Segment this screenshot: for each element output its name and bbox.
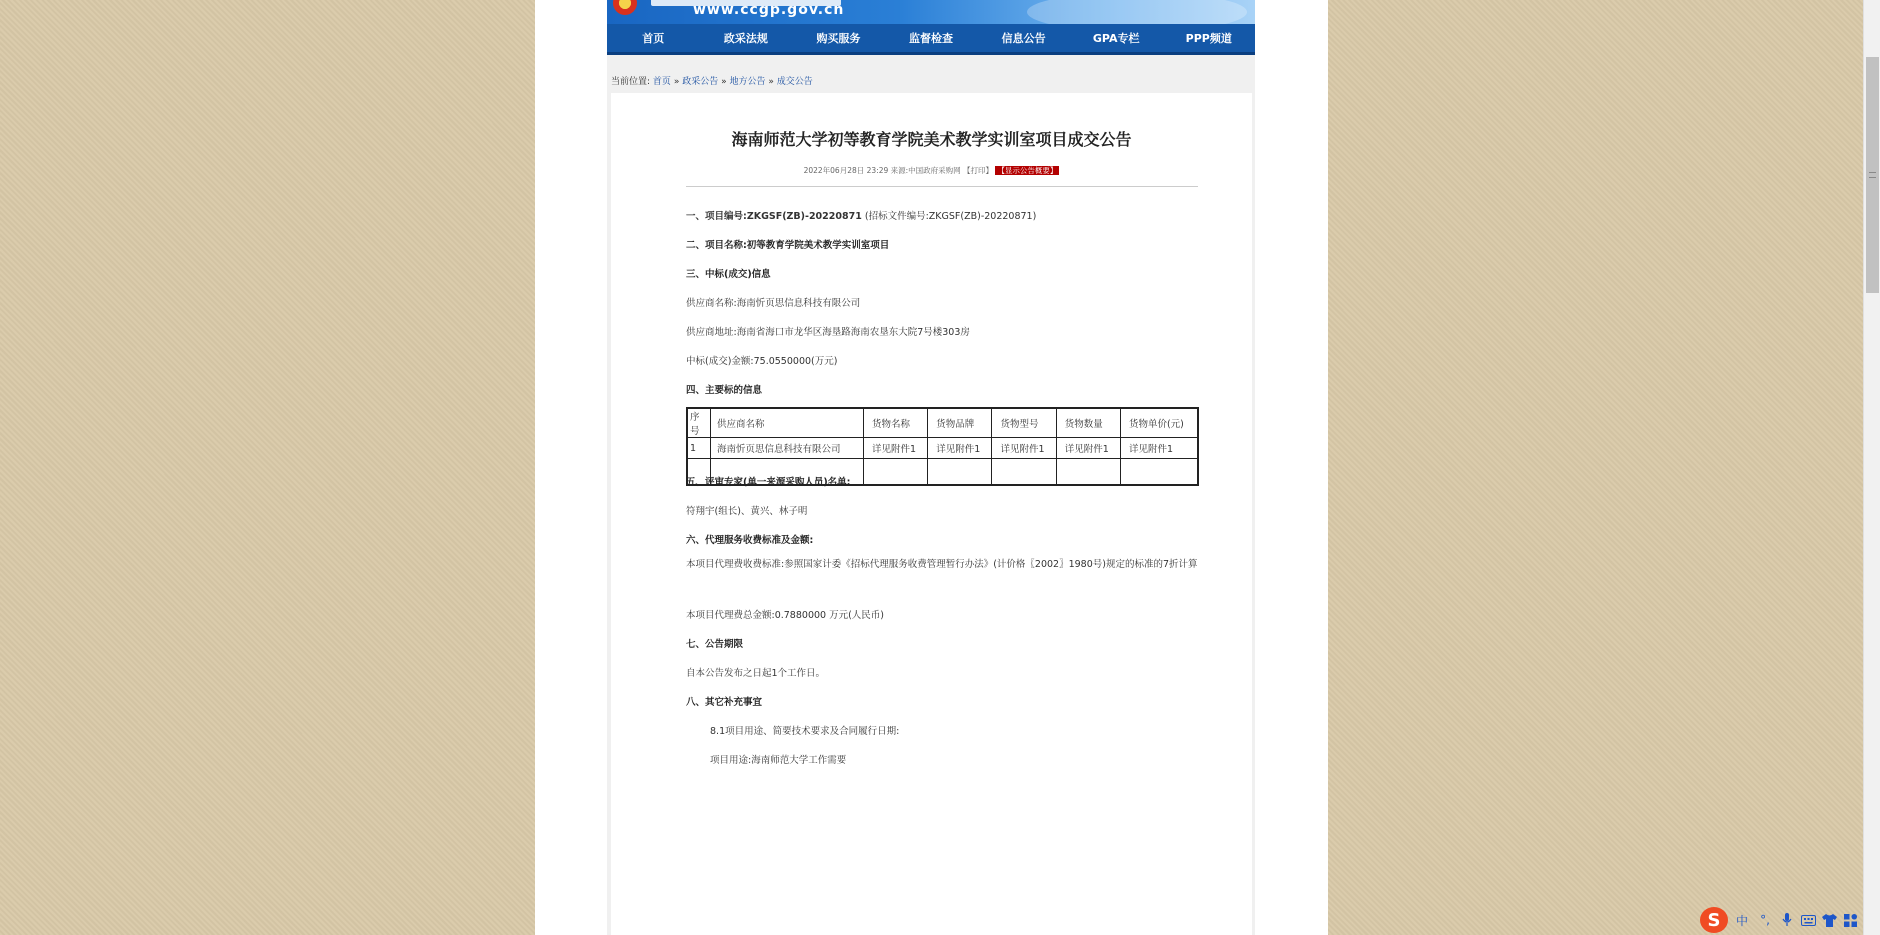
- section-experts: 五、评审专家(单一来源采购人员)名单:: [686, 477, 851, 488]
- nav-purchase-services[interactable]: 购买服务: [816, 32, 861, 45]
- vertical-scrollbar[interactable]: [1863, 0, 1880, 935]
- publish-date: 2022年06月28日 23:29: [803, 166, 889, 175]
- project-number: [686, 208, 1036, 222]
- section-main-items: 四、主要标的信息: [686, 385, 763, 396]
- banner-map-decoration: [1027, 0, 1247, 24]
- breadcrumb-separator: »: [673, 77, 680, 87]
- breadcrumb-prefix: 当前位置:: [611, 77, 651, 87]
- table-cell: 详见附件1: [928, 438, 992, 459]
- microphone-icon[interactable]: [1779, 912, 1795, 928]
- breadcrumb-procurement-link[interactable]: 政采公告: [682, 77, 719, 87]
- table-header-cell: 货物品牌: [928, 408, 992, 438]
- national-emblem-icon: [613, 0, 637, 15]
- breadcrumb: [611, 74, 813, 87]
- breadcrumb-local-link[interactable]: 地方公告: [729, 77, 766, 87]
- table-cell: 详见附件1: [992, 438, 1056, 459]
- nav-ppp[interactable]: PPP频道: [1185, 32, 1232, 45]
- site-header-banner: [607, 0, 1255, 24]
- table-cell: [1056, 459, 1120, 486]
- table-cell: [864, 459, 928, 486]
- announcement-article: [611, 93, 1252, 935]
- table-cell: [928, 459, 992, 486]
- table-header-cell: 货物数量: [1056, 408, 1120, 438]
- nav-home[interactable]: 首页: [642, 32, 665, 45]
- toolbox-grid-icon[interactable]: [1842, 912, 1858, 928]
- supplement-8-1: 8.1项目用途、简要技术要求及合同履行日期:: [710, 726, 900, 737]
- show-summary-button[interactable]: 【显示公告概要】: [997, 166, 1058, 175]
- table-cell: [1120, 459, 1198, 486]
- table-header-row: [687, 408, 1198, 438]
- project-number-value: ZKGSF(ZB)-20220871: [746, 211, 862, 222]
- award-amount: 中标(成交)金额:75.0550000(万元): [686, 356, 838, 367]
- table-cell: [992, 459, 1056, 486]
- table-cell: 海南忻页思信息科技有限公司: [711, 438, 864, 459]
- breadcrumb-home-link[interactable]: 首页: [652, 77, 671, 87]
- article-title: 海南师范大学初等教育学院美术教学实训室项目成交公告: [731, 130, 1132, 149]
- site-url[interactable]: www.ccgp.gov.cn: [693, 2, 845, 18]
- ime-toolbar: [1700, 905, 1862, 935]
- article-meta: [611, 165, 1252, 176]
- section-notice-period: 七、公告期限: [686, 639, 744, 650]
- scrollbar-grip-icon: [1869, 172, 1876, 178]
- project-purpose: 项目用途:海南师范大学工作需要: [710, 755, 847, 766]
- breadcrumb-separator: »: [768, 77, 774, 87]
- keyboard-icon[interactable]: [1800, 912, 1816, 928]
- table-cell: 详见附件1: [1120, 438, 1198, 459]
- expert-list: 符翔宇(组长)、黄兴、林子明: [686, 506, 808, 517]
- supplier-address: 供应商地址:海南省海口市龙华区海垦路海南农垦东大院7号楼303房: [686, 327, 970, 338]
- nav-announcements[interactable]: 信息公告: [1001, 32, 1046, 45]
- breadcrumb-separator: »: [721, 77, 727, 87]
- project-name: 二、项目名称:初等教育学院美术教学实训室项目: [686, 240, 890, 251]
- table-header-cell: 货物名称: [864, 408, 928, 438]
- section-supplementary: 八、其它补充事宜: [686, 697, 763, 708]
- project-number-label: 一、项目编号:: [686, 211, 747, 222]
- table-header-cell: 货物型号: [992, 408, 1056, 438]
- tender-doc-number: (招标文件编号:ZKGSF(ZB)-20220871): [864, 211, 1037, 222]
- article-source: 来源:中国政府采购网: [890, 166, 961, 175]
- nav-regulations[interactable]: 政采法规: [723, 32, 768, 45]
- table-cell: 1: [687, 438, 711, 459]
- table-header-cell: 货物单价(元): [1120, 408, 1198, 438]
- table-header-cell: 供应商名称: [711, 408, 864, 438]
- ime-language-toggle[interactable]: 中: [1735, 913, 1748, 928]
- section-award-info: 三、中标(成交)信息: [686, 269, 771, 280]
- print-link[interactable]: 【打印】: [963, 166, 994, 175]
- fee-total: 本项目代理费总金额:0.7880000 万元(人民币): [686, 610, 885, 621]
- notice-period: 自本公告发布之日起1个工作日。: [686, 668, 826, 679]
- ime-punctuation-toggle[interactable]: °,: [1760, 913, 1770, 927]
- breadcrumb-deal-link[interactable]: 成交公告: [776, 77, 813, 87]
- title-divider: [686, 186, 1198, 187]
- nav-gpa[interactable]: GPA专栏: [1092, 32, 1140, 45]
- skin-shirt-icon[interactable]: [1821, 912, 1837, 928]
- supplier-name: 供应商名称:海南忻页思信息科技有限公司: [686, 298, 861, 309]
- nav-supervision[interactable]: 监督检查: [909, 32, 954, 45]
- fee-standard: 本项目代理费收费标准:参照国家计委《招标代理服务收费管理暂行办法》(计价格〖2002〗1980号)规定的标准的7折计算: [686, 559, 1198, 570]
- table-header-cell: 序号: [687, 408, 711, 438]
- table-cell: 详见附件1: [1056, 438, 1120, 459]
- table-cell: 详见附件1: [864, 438, 928, 459]
- sogou-ime-logo-icon[interactable]: S: [1700, 907, 1728, 933]
- table-row: [687, 438, 1198, 459]
- main-navigation: [607, 24, 1255, 55]
- section-agency-fee: 六、代理服务收费标准及金额:: [686, 535, 814, 546]
